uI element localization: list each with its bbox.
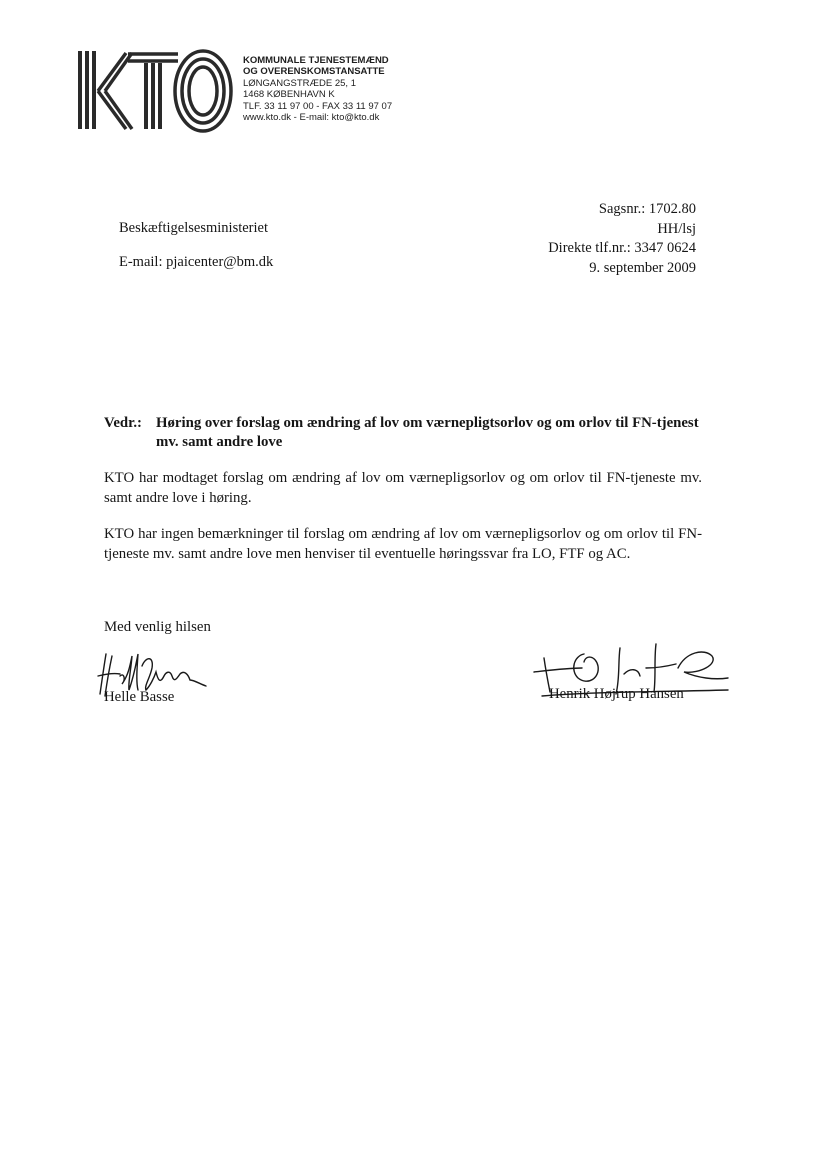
kto-logo <box>76 43 236 137</box>
org-name-line1: KOMMUNALE TJENESTEMÆND <box>243 55 389 66</box>
recipient-name: Beskæftigelsesministeriet <box>119 220 269 236</box>
recipient-block <box>119 220 273 271</box>
subject-label: Vedr.: <box>104 415 142 431</box>
closing: Med venlig hilsen <box>104 619 211 635</box>
direct-phone: Direkte tlf.nr.: 3347 0624 <box>548 240 696 256</box>
org-address: LØNGANGSTRÆDE 25, 1 <box>243 77 356 89</box>
initials: HH/lsj <box>657 220 696 237</box>
body-paragraph-2: KTO har ingen bemærkninger til forslag om ændring af lov om værnepligsorlov og om orlov til FN-tjeneste mv. samt andre love men henviser til eventuelle høringssvar fra LO, FTF og AC. <box>104 526 702 562</box>
signatory-name-2: Henrik Højrup Hansen <box>549 686 684 702</box>
subject-text: Høring over forslag om ændring af lov om værnepligtsorlov og om orlov til FN-tjenest mv. samt andre love <box>156 415 699 450</box>
org-web: www.kto.dk - E-mail: kto@kto.dk <box>243 112 380 124</box>
logo-letter-o <box>175 51 231 131</box>
reference-block <box>548 200 696 278</box>
org-phone: TLF. 33 11 97 00 - FAX 33 11 97 07 <box>243 100 393 112</box>
body-paragraph-1: KTO har modtaget forslag om ændring af lov om værnepligsorlov og om orlov til FN-tjeneste mv. samt andre love i høring. <box>104 470 702 506</box>
letter-date: 9. september 2009 <box>589 259 696 276</box>
recipient-email: E-mail: pjaicenter@bm.dk <box>119 254 274 270</box>
signatory-name-1: Helle Basse <box>104 689 175 705</box>
subject-line <box>104 414 704 451</box>
org-name-line2: OG OVERENSKOMSTANSATTE <box>243 66 385 78</box>
org-city: 1468 KØBENHAVN K <box>243 89 335 101</box>
letterhead-address <box>243 55 392 123</box>
logo-letter-k <box>80 51 132 129</box>
logo-letter-t <box>128 54 178 129</box>
case-number: Sagsnr.: 1702.80 <box>598 201 696 217</box>
